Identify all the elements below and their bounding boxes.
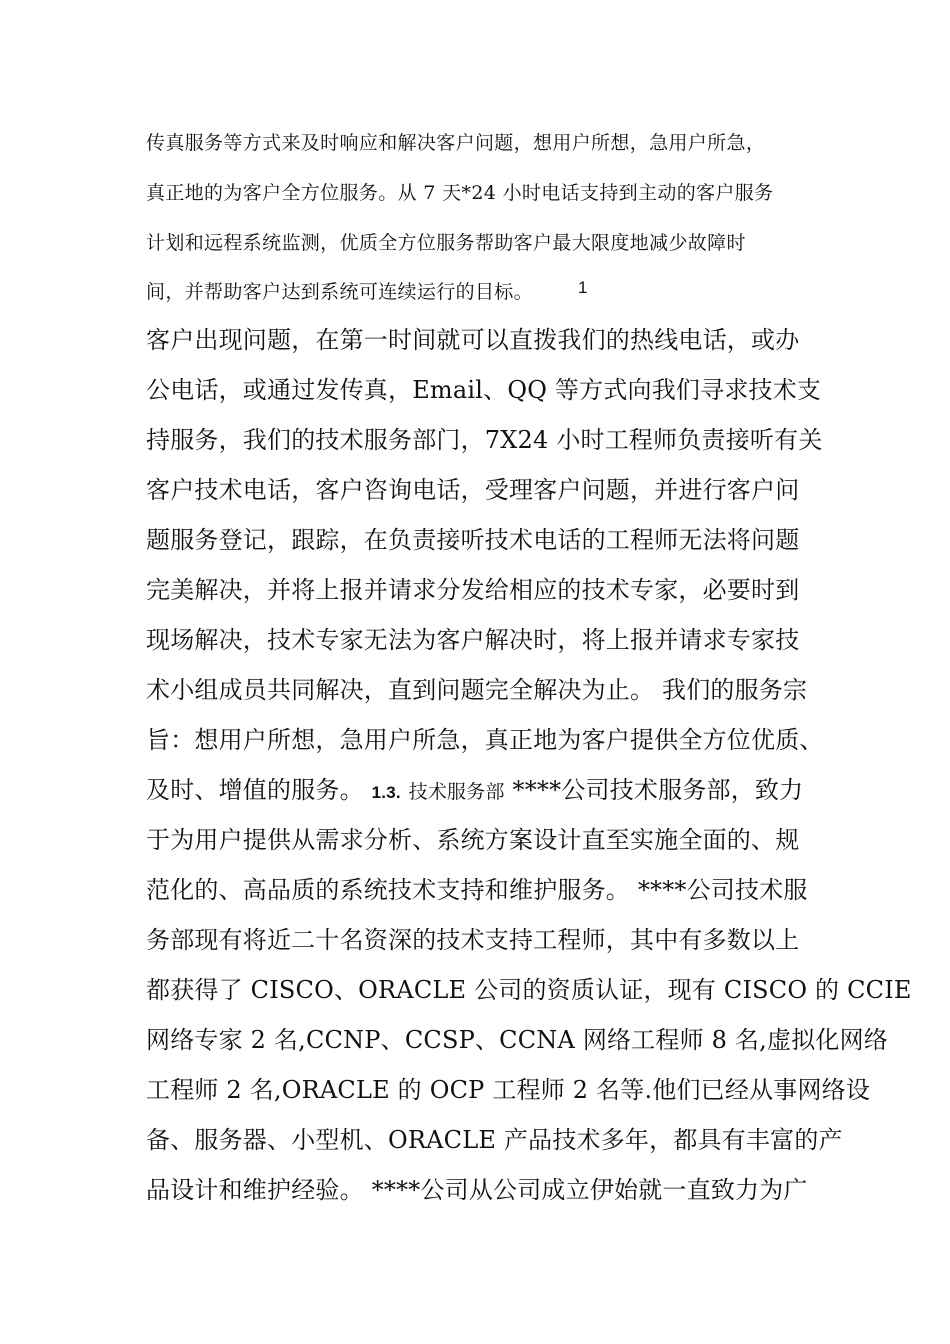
intro-line-3: 计划和远程系统监测，优质全方位服务帮助客户最大限度地减少故障时 xyxy=(146,232,746,254)
page-number: 1 xyxy=(578,278,588,297)
body-line-7: 现场解决，技术专家无法为客户解决时，将上报并请求专家技 xyxy=(146,626,800,654)
body-line-6: 完美解决，并将上报并请求分发给相应的技术专家，必要时到 xyxy=(146,576,800,604)
section-heading-line xyxy=(146,770,803,805)
body-line-8: 术小组成员共同解决，直到问题完全解决为止。 我们的服务宗 xyxy=(146,676,808,704)
body-line-13: 都获得了 CISCO、ORACLE 公司的资质认证，现有 CISCO 的 CCIE xyxy=(146,976,912,1004)
section-lead-text: 及时、增值的服务。 xyxy=(146,776,364,804)
body-line-14: 网络专家 2 名,CCNP、CCSP、CCNA 网络工程师 8 名,虚拟化网络 xyxy=(146,1026,888,1054)
body-line-1: 客户出现问题，在第一时间就可以直拨我们的热线电话，或办 xyxy=(146,326,800,354)
body-line-5: 题服务登记，跟踪，在负责接听技术电话的工程师无法将问题 xyxy=(146,526,800,554)
body-line-12: 务部现有将近二十名资深的技术支持工程师，其中有多数以上 xyxy=(146,926,800,954)
body-line-4: 客户技术电话，客户咨询电话，受理客户问题，并进行客户问 xyxy=(146,476,800,504)
intro-line-4: 间，并帮助客户达到系统可连续运行的目标。 xyxy=(146,281,534,303)
intro-line-1: 传真服务等方式来及时响应和解决客户问题，想用户所想，急用户所急， xyxy=(146,132,766,154)
body-line-17: 品设计和维护经验。 ****公司从公司成立伊始就一直致力为广 xyxy=(146,1176,808,1204)
intro-line-2: 真正地的为客户全方位服务。从 7 天*24 小时电话支持到主动的客户服务 xyxy=(146,182,774,204)
body-line-10: 于为用户提供从需求分析、系统方案设计直至实施全面的、规 xyxy=(146,826,800,854)
body-line-9: 旨：想用户所想，急用户所急，真正地为客户提供全方位优质、 xyxy=(146,726,824,754)
body-line-11: 范化的、高品质的系统技术支持和维护服务。 ****公司技术服 xyxy=(146,876,808,904)
body-line-3: 持服务，我们的技术服务部门，7X24 小时工程师负责接听有关 xyxy=(146,426,823,454)
section-number: 1.3. xyxy=(371,783,401,802)
section-follow-text: ****公司技术服务部，致力 xyxy=(512,776,804,804)
body-line-15: 工程师 2 名,ORACLE 的 OCP 工程师 2 名等.他们已经从事网络设 xyxy=(146,1076,871,1104)
section-title: 技术服务部 xyxy=(408,781,505,803)
body-line-16: 备、服务器、小型机、ORACLE 产品技术多年，都具有丰富的产 xyxy=(146,1126,843,1154)
body-line-2: 公电话，或通过发传真，Email、QQ 等方式向我们寻求技术支 xyxy=(146,376,822,404)
